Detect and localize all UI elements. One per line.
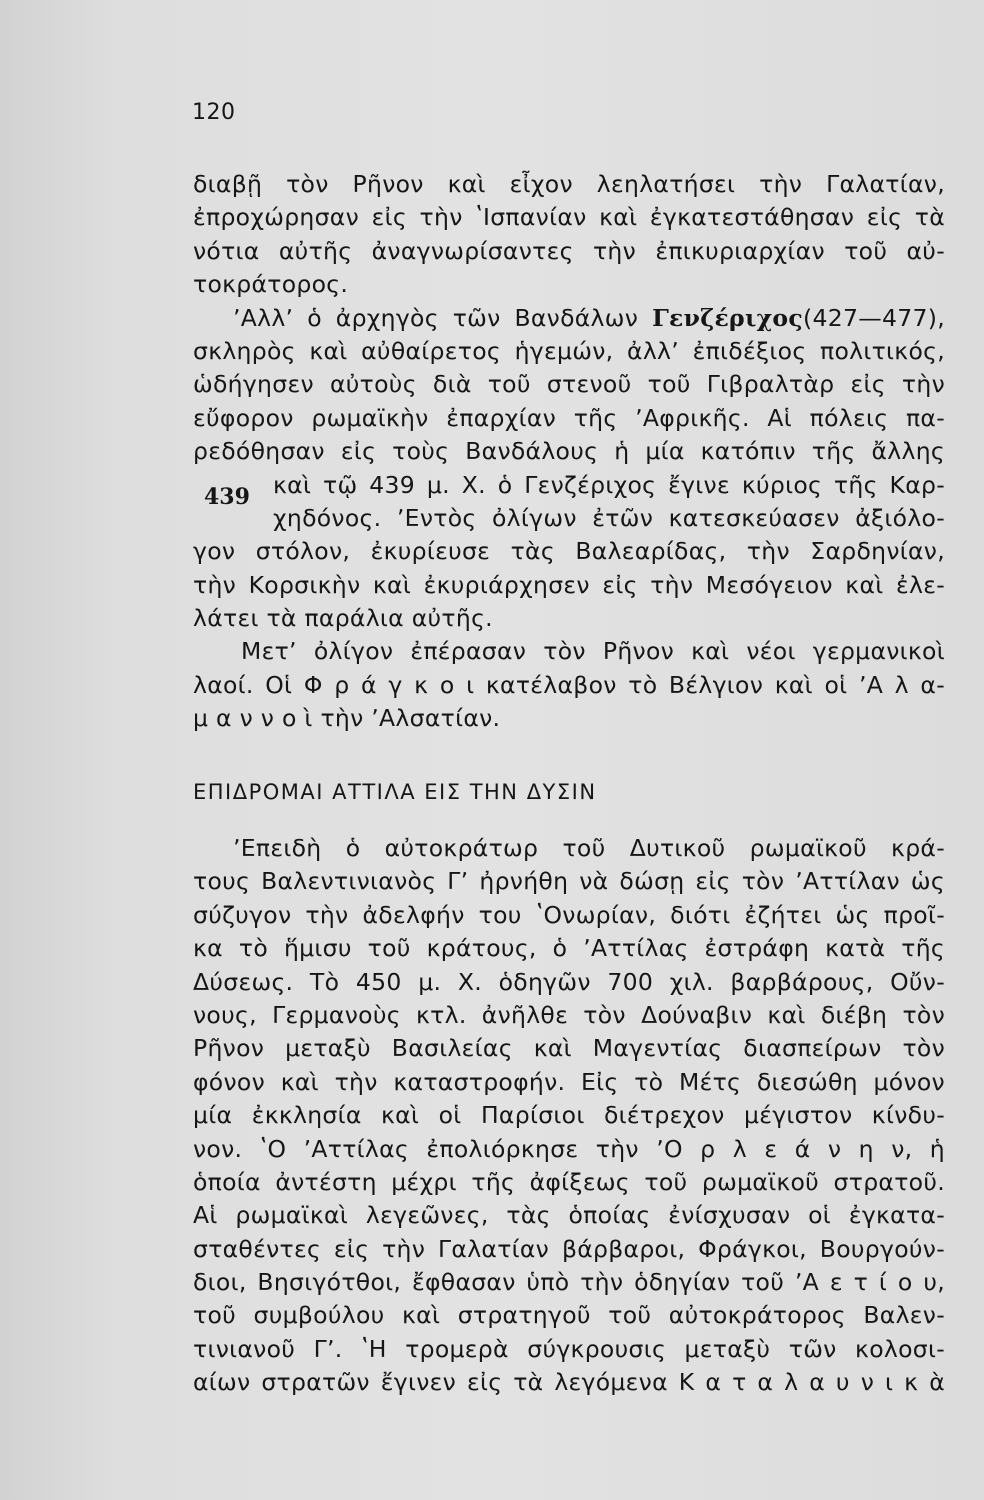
text-line: Ρῆνον μεταξὺ Βασιλείας καὶ Μαγεντίας διασπείρων τὸν — [193, 1034, 945, 1063]
text-line: χηδόνος. ʼΕντὸς ὀλίγων ἐτῶν κατεσκεύασεν ἀξιόλο- — [273, 503, 945, 532]
text-line: τὴν Κορσικὴν καὶ ἐκυριάρχησεν εἰς τὴν Μεσόγειον καὶ ἐλε- — [193, 570, 945, 599]
text-line: Αἱ ρωμαϊκαὶ λεγεῶνες, τὰς ὁποίας ἐνίσχυσαν οἱ ἐγκατα- — [193, 1201, 945, 1230]
text-line: φόνον καὶ τὴν καταστροφήν. Εἰς τὸ Μέτς διεσώθη μόνον — [193, 1067, 945, 1096]
text-line: ἐπροχώρησαν εἰς τὴν ʽΙσπανίαν καὶ ἐγκατεστάθησαν εἰς τὰ — [193, 203, 945, 232]
text-line: τινιανοῦ Γʼ. ʽΗ τρομερὰ σύγκρουσις μεταξὺ τῶν κολοσι- — [193, 1334, 945, 1363]
page-number: 120 — [192, 100, 236, 125]
text-line: Μετʼ ὀλίγον ἐπέρασαν τὸν Ρῆνον καὶ νέοι γερμανικοὶ — [241, 637, 945, 666]
text-line: ὁποία ἀντέστη μέχρι τῆς ἀφίξεως τοῦ ρωμαϊκοῦ στρατοῦ. — [193, 1167, 945, 1196]
text-line: τους Βαλεντινιανὸς Γʼ ἠρνήθη νὰ δώσῃ εἰς τὸν ʼΑττίλαν ὡς — [193, 867, 945, 896]
text-line: σύζυγον τὴν ἀδελφήν του ʽΟνωρίαν, διότι ἐζήτει ὡς προῖ- — [193, 900, 945, 929]
text-line: κα τὸ ἥμισυ τοῦ κράτους, ὁ ʼΑττίλας ἐστράφη κατὰ τῆς — [193, 934, 945, 963]
text-line: λάτει τὰ παράλια αὐτῆς. — [193, 604, 493, 633]
text-line: ὡδήγησεν αὐτοὺς διὰ τοῦ στενοῦ τοῦ Γιβραλτὰρ εἰς τὴν — [193, 370, 945, 399]
bold-name: Γενζέριχος — [652, 303, 803, 332]
paragraph-block-vandals — [193, 168, 945, 736]
text-line: μ α ν ν ο ὶ τὴν ʼΑλσατίαν. — [193, 704, 501, 733]
margin-year-note: 439 — [204, 484, 250, 510]
text-line: ρεδόθησαν εἰς τοὺς Βανδάλους ἡ μία κατόπιν τῆς ἄλλης — [193, 437, 945, 466]
text-line: νότια αὐτῆς ἀναγνωρίσαντες τὴν ἐπικυριαρχίαν τοῦ αὐ- — [193, 236, 945, 265]
text-line: αίων στρατῶν ἔγινεν εἰς τὰ λεγόμενα Κ α τ α λ α υ ν ι κ ὰ — [193, 1368, 945, 1397]
text-line: τοκράτορος. — [193, 270, 349, 299]
text-line: εὔφορον ρωμαϊκὴν ἐπαρχίαν τῆς ʼΑφρικῆς. Αἱ πόλεις πα- — [193, 403, 945, 432]
text-line: διαβῇ τὸν Ρῆνον καὶ εἶχον λεηλατήσει τὴν Γαλατίαν, — [193, 170, 945, 198]
text-fragment: ʼΑλλʼ ὁ ἀρχηγὸς τῶν Βανδάλων — [233, 303, 639, 332]
text-line: γον στόλον, ἐκυρίευσε τὰς Βαλεαρίδας, τὴν Σαρδηνίαν, — [193, 537, 945, 566]
text-line: διοι, Βησιγότθοι, ἔφθασαν ὑπὸ τὴν ὁδηγίαν τοῦ ʼΑ ε τ ί ο υ, — [193, 1268, 945, 1297]
section-heading: ΕΠΙΔΡΟΜΑΙ ΑΤΤΙΛΑ ΕΙΣ ΤΗΝ ΔΥΣΙΝ — [193, 780, 597, 804]
text-line: σταθέντες εἰς τὴν Γαλατίαν βάρβαροι, Φράγκοι, Βουργούν- — [193, 1234, 945, 1263]
text-line: τοῦ συμβούλου καὶ στρατηγοῦ τοῦ αὐτοκράτορος Βαλεν- — [193, 1301, 945, 1330]
text-fragment: (427—477), — [802, 303, 945, 332]
text-line: νους, Γερμανοὺς κτλ. ἀνῆλθε τὸν Δούναβιν καὶ διέβη τὸν — [193, 1000, 945, 1029]
text-line: Δύσεως. Τὸ 450 μ. Χ. ὁδηγῶν 700 χιλ. βαρβάρους, Οὔν- — [193, 967, 945, 996]
paragraph-block-attila — [193, 832, 945, 1400]
text-line: σκληρὸς καὶ αὐθαίρετος ἡγεμών, ἀλλʼ ἐπιδέξιος πολιτικός, — [193, 336, 945, 365]
text-line: καὶ τῷ 439 μ. Χ. ὁ Γενζέριχος ἔγινε κύριος τῆς Καρ- — [273, 470, 945, 499]
text-line: λαοί. Οἱ Φ ρ ά γ κ ο ι κατέλαβον τὸ Βέλγιον καὶ οἱ ʼΑ λ α- — [193, 670, 945, 699]
text-line: νον. ʽΟ ʼΑττίλας ἐπολιόρκησε τὴν ʼΟ ρ λ ε ά ν η ν, ἡ — [193, 1134, 945, 1163]
text-line: μία ἐκκλησία καὶ οἱ Παρίσιοι διέτρεχον μέγιστον κίνδυ- — [193, 1101, 945, 1130]
text-line: ʼΕπειδὴ ὁ αὐτοκράτωρ τοῦ Δυτικοῦ ρωμαϊκοῦ κρά- — [233, 834, 945, 862]
text-line-with-name — [193, 302, 945, 335]
